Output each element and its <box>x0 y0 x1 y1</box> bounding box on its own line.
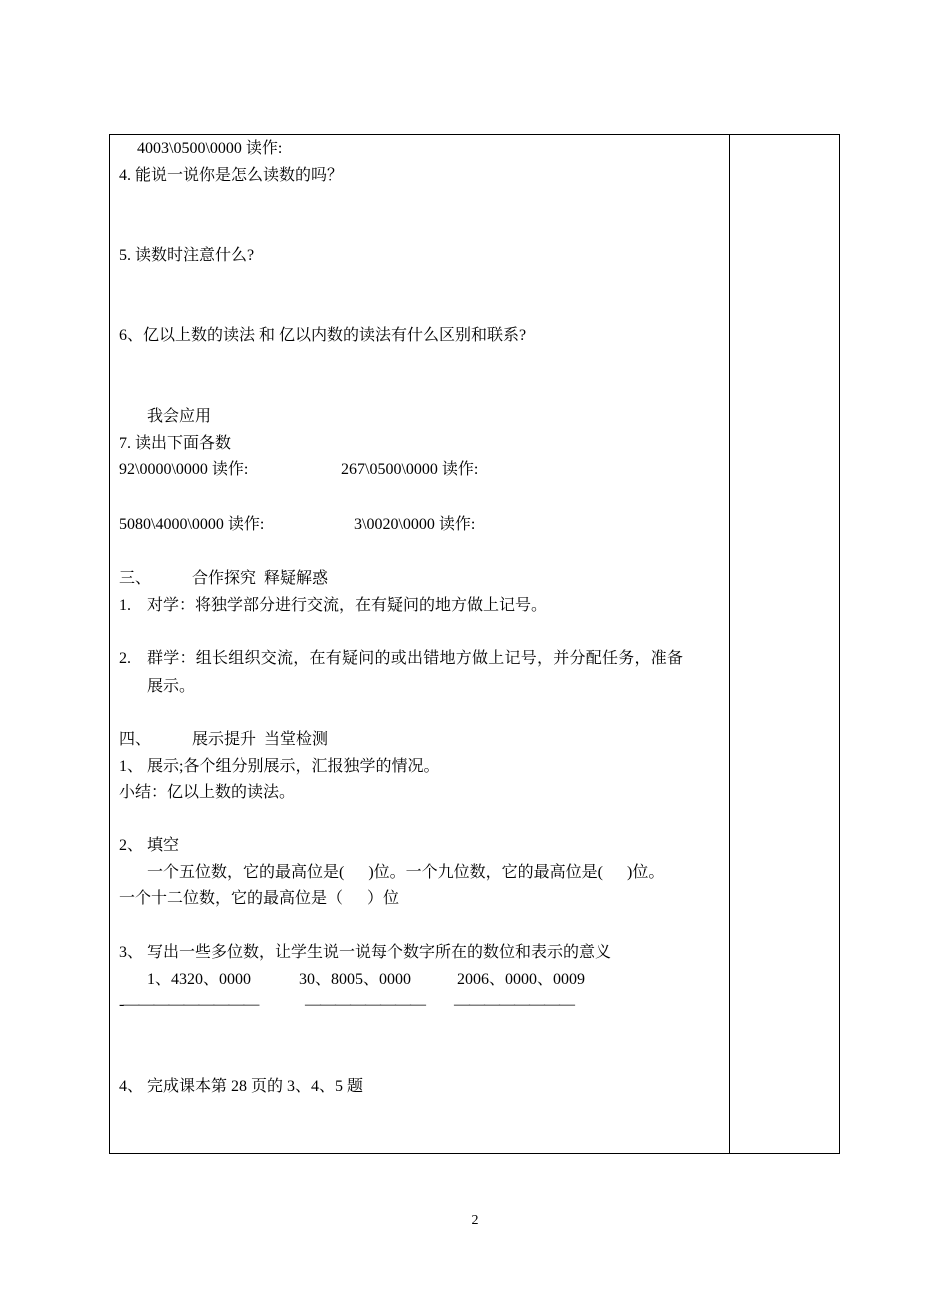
multi-digit-number-2: 30、8005、0000 <box>299 971 412 988</box>
section-4-item-2: 2、 填空 <box>119 837 180 854</box>
answer-blank-1: -————————— <box>119 996 259 1013</box>
multi-digit-number-1: 1、4320、0000 <box>147 971 252 988</box>
fill-blank-line-2: 一个十二位数，它的最高位是（ ）位 <box>119 890 400 907</box>
answer-blank-2: ———————— <box>305 996 425 1013</box>
section-4-item-1: 1、 展示;各个组分别展示，汇报独学的情况。 <box>119 758 440 775</box>
number-reading-4: 3\0020\0000 读作: <box>354 516 476 533</box>
multi-digit-number-3: 2006、0000、0009 <box>457 971 586 988</box>
section-4-item-4: 4、 完成课本第 28 页的 3、4、5 题 <box>119 1078 364 1095</box>
reading-exercise-line: 4003\0500\0000 读作: <box>137 140 283 157</box>
question-5: 5. 读数时注意什么? <box>119 247 255 264</box>
page-number: 2 <box>471 1213 479 1228</box>
section-4-title: 展示提升 当堂检测 <box>192 731 329 748</box>
question-6: 6、亿以上数的读法 和 亿以内数的读法有什么区别和联系? <box>119 327 527 344</box>
section-3-item-2-line-1: 群学：组长组织交流，在有疑问的或出错地方做上记号，并分配任务，准备 <box>147 650 684 667</box>
section-3-number: 三、 <box>119 570 152 587</box>
number-reading-2: 267\0500\0000 读作: <box>341 461 479 478</box>
summary-line: 小结：亿以上数的读法。 <box>119 784 296 801</box>
question-7: 7. 读出下面各数 <box>119 435 232 452</box>
section-4-number: 四、 <box>119 731 152 748</box>
question-4: 4. 能说一说你是怎么读数的吗？ <box>119 167 344 184</box>
fill-blank-line-1: 一个五位数，它的最高位是( )位。一个九位数，它的最高位是( )位。 <box>147 864 665 881</box>
section-4-item-3: 3、 写出一些多位数，让学生说一说每个数字所在的数位和表示的意义 <box>119 944 612 961</box>
column-divider <box>729 135 730 1153</box>
apply-heading: 我会应用 <box>147 408 212 425</box>
section-3-item-2-line-2: 展示。 <box>147 678 196 695</box>
answer-blank-3: ———————— <box>454 996 574 1013</box>
section-3-item-1-number: 1. <box>119 597 131 614</box>
section-3-title: 合作探究 释疑解惑 <box>192 570 329 587</box>
number-reading-3: 5080\4000\0000 读作: <box>119 516 265 533</box>
section-3-item-1: 对学：将独学部分进行交流，在有疑问的地方做上记号。 <box>147 597 548 614</box>
number-reading-1: 92\0000\0000 读作: <box>119 461 249 478</box>
section-3-item-2-number: 2. <box>119 650 131 667</box>
